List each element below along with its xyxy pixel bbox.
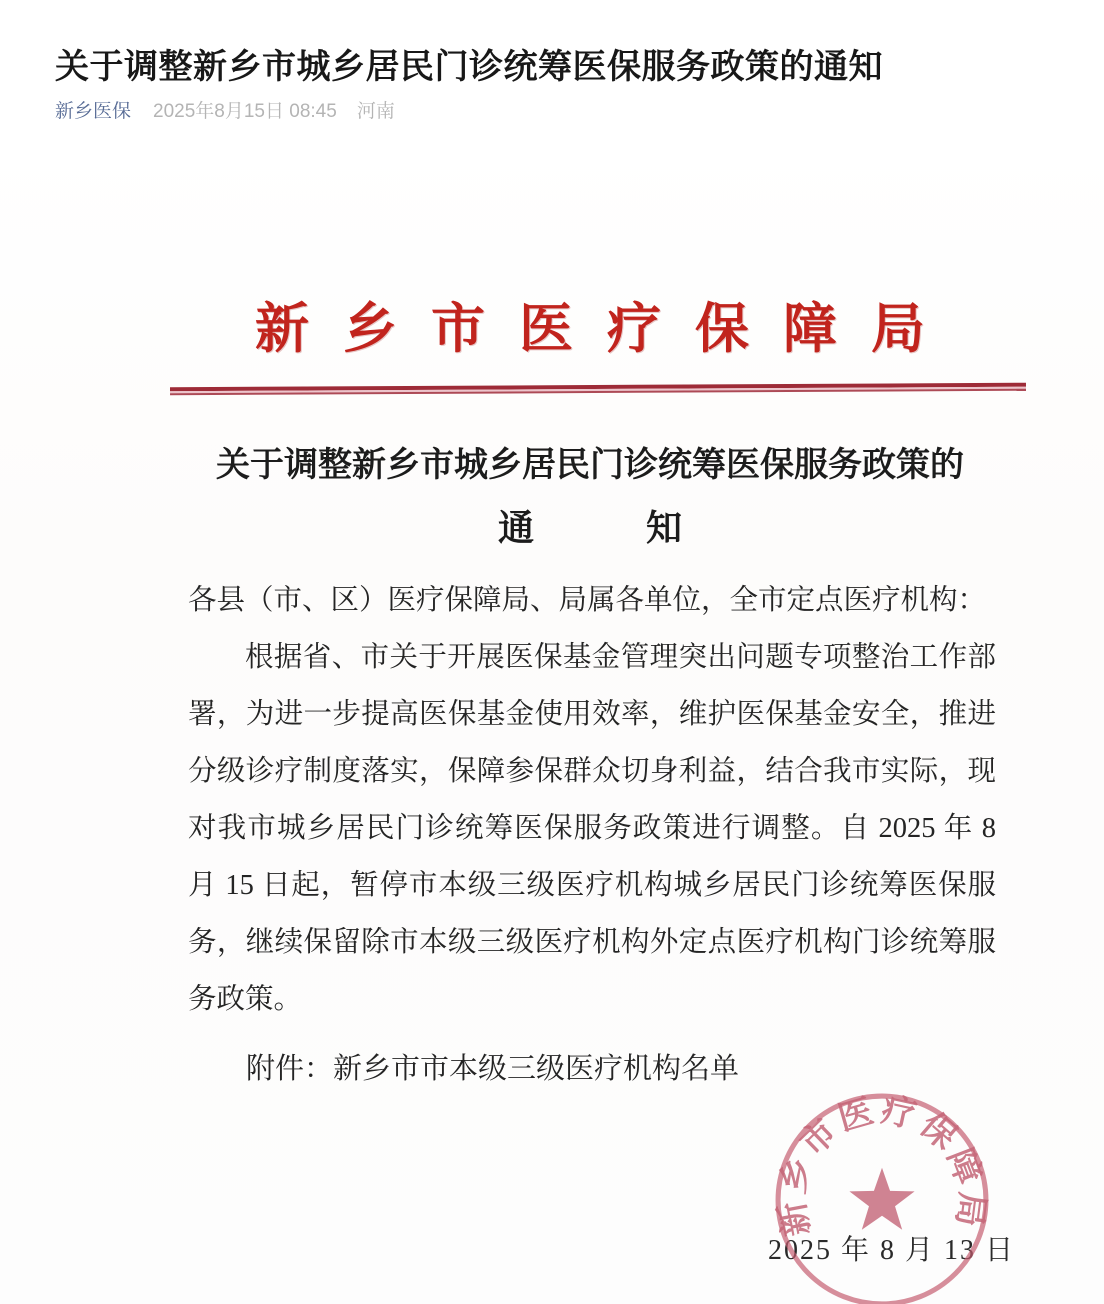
- scanned-document-image[interactable]: [0, 138, 1104, 1304]
- document-agency-header: 新乡市医疗保障局: [255, 299, 959, 359]
- seal-star-icon: [849, 1168, 914, 1230]
- document-attachment-line: 附件：新乡市市本级三级医疗机构名单: [246, 1053, 740, 1085]
- document-issue-date: 2025 年 8 月 13 日: [768, 1235, 1016, 1266]
- publish-datetime: 2025年8月15日 08:45: [153, 101, 337, 122]
- document-salutation: 各县（市、区）医疗保障局、局属各单位，全市定点医疗机构：: [188, 585, 987, 616]
- document-body: [188, 572, 996, 1028]
- seal-arc-text: 新乡市医疗保障局: [772, 1090, 992, 1240]
- document-title-line2: 通 知: [497, 508, 720, 548]
- document-title-line1: 关于调整新乡市城乡居民门诊统筹医保服务政策的: [216, 447, 964, 484]
- document-red-divider: [170, 383, 1026, 395]
- document-main-paragraph: 根据省、市关于开展医保基金管理突出问题专项整治工作部署，为进一步提高医保基金使用效率，维护医保基金安全，推进分级诊疗制度落实，保障参保群众切身利益，结合我市实际，现对我市城乡居民门诊统筹医保服务政策进行调整。自 2025 年 8 月 15 日起，暂停市本级三级医疗机构城乡居民门诊统筹医保服务，继续保留除市本级三级医疗机构外定点医疗机构门诊统筹服务政策。: [188, 642, 996, 1015]
- publish-location: 河南: [356, 101, 395, 122]
- article-byline: [55, 96, 395, 123]
- account-name-link[interactable]: 新乡医保: [55, 101, 132, 122]
- article-title: 关于调整新乡市城乡居民门诊统筹医保服务政策的通知: [55, 47, 883, 86]
- official-seal: [771, 1089, 993, 1304]
